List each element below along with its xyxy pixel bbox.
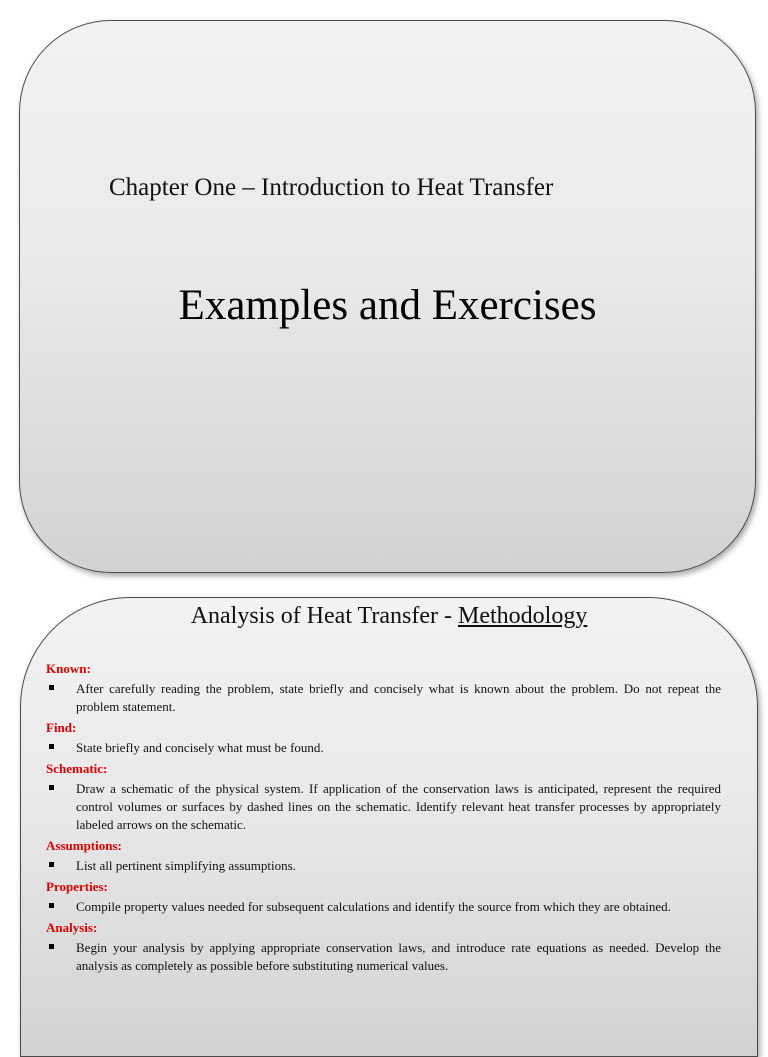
chapter-subtitle: Chapter One – Introduction to Heat Transfer [109,174,554,201]
methodology-title-prefix: Analysis of Heat Transfer - [190,603,458,629]
section-text-analysis: Begin your analysis by applying appropriate conservation laws, and introduce rate equations as needed. Develop the analysis as completely as possible before substituting numerical values. [76,940,721,973]
section-text-find: State briefly and concisely what must be found. [76,740,324,755]
list-item [46,857,721,875]
title-slide [19,20,756,573]
list-item [46,739,721,757]
list-item [46,680,721,716]
section-heading-known: Known: [46,661,91,676]
section-heading-find: Find: [46,720,77,735]
bullet-icon [49,903,54,908]
list-item [46,780,721,834]
methodology-title-underlined: Methodology [457,603,588,629]
bullet-icon [49,944,54,949]
bullet-icon [49,744,54,749]
section-text-known: After carefully reading the problem, state briefly and concisely what is known about the problem. Do not repeat the problem statement. [76,681,721,714]
section-text-schematic: Draw a schematic of the physical system. If application of the conservation laws is anticipated, represent the required control volumes or surfaces by dashed lines on the schematic. Identify relevant heat transfer processes by appropriately labeled arrows on the schematic. [76,781,721,832]
methodology-content [46,658,721,978]
methodology-slide [20,597,758,1057]
section-heading-schematic: Schematic: [46,761,108,776]
bullet-icon [49,785,54,790]
list-item [46,939,721,975]
section-heading-assumptions: Assumptions: [46,838,122,853]
section-text-assumptions: List all pertinent simplifying assumptions. [76,858,296,873]
list-item [46,898,721,916]
section-text-properties: Compile property values needed for subsequent calculations and identify the source from which they are obtained. [76,899,671,914]
methodology-title [21,603,757,630]
bullet-icon [49,862,54,867]
bullet-icon [49,685,54,690]
slide-title: Examples and Exercises [178,282,597,329]
section-heading-analysis: Analysis: [46,920,98,935]
section-heading-properties: Properties: [46,879,108,894]
